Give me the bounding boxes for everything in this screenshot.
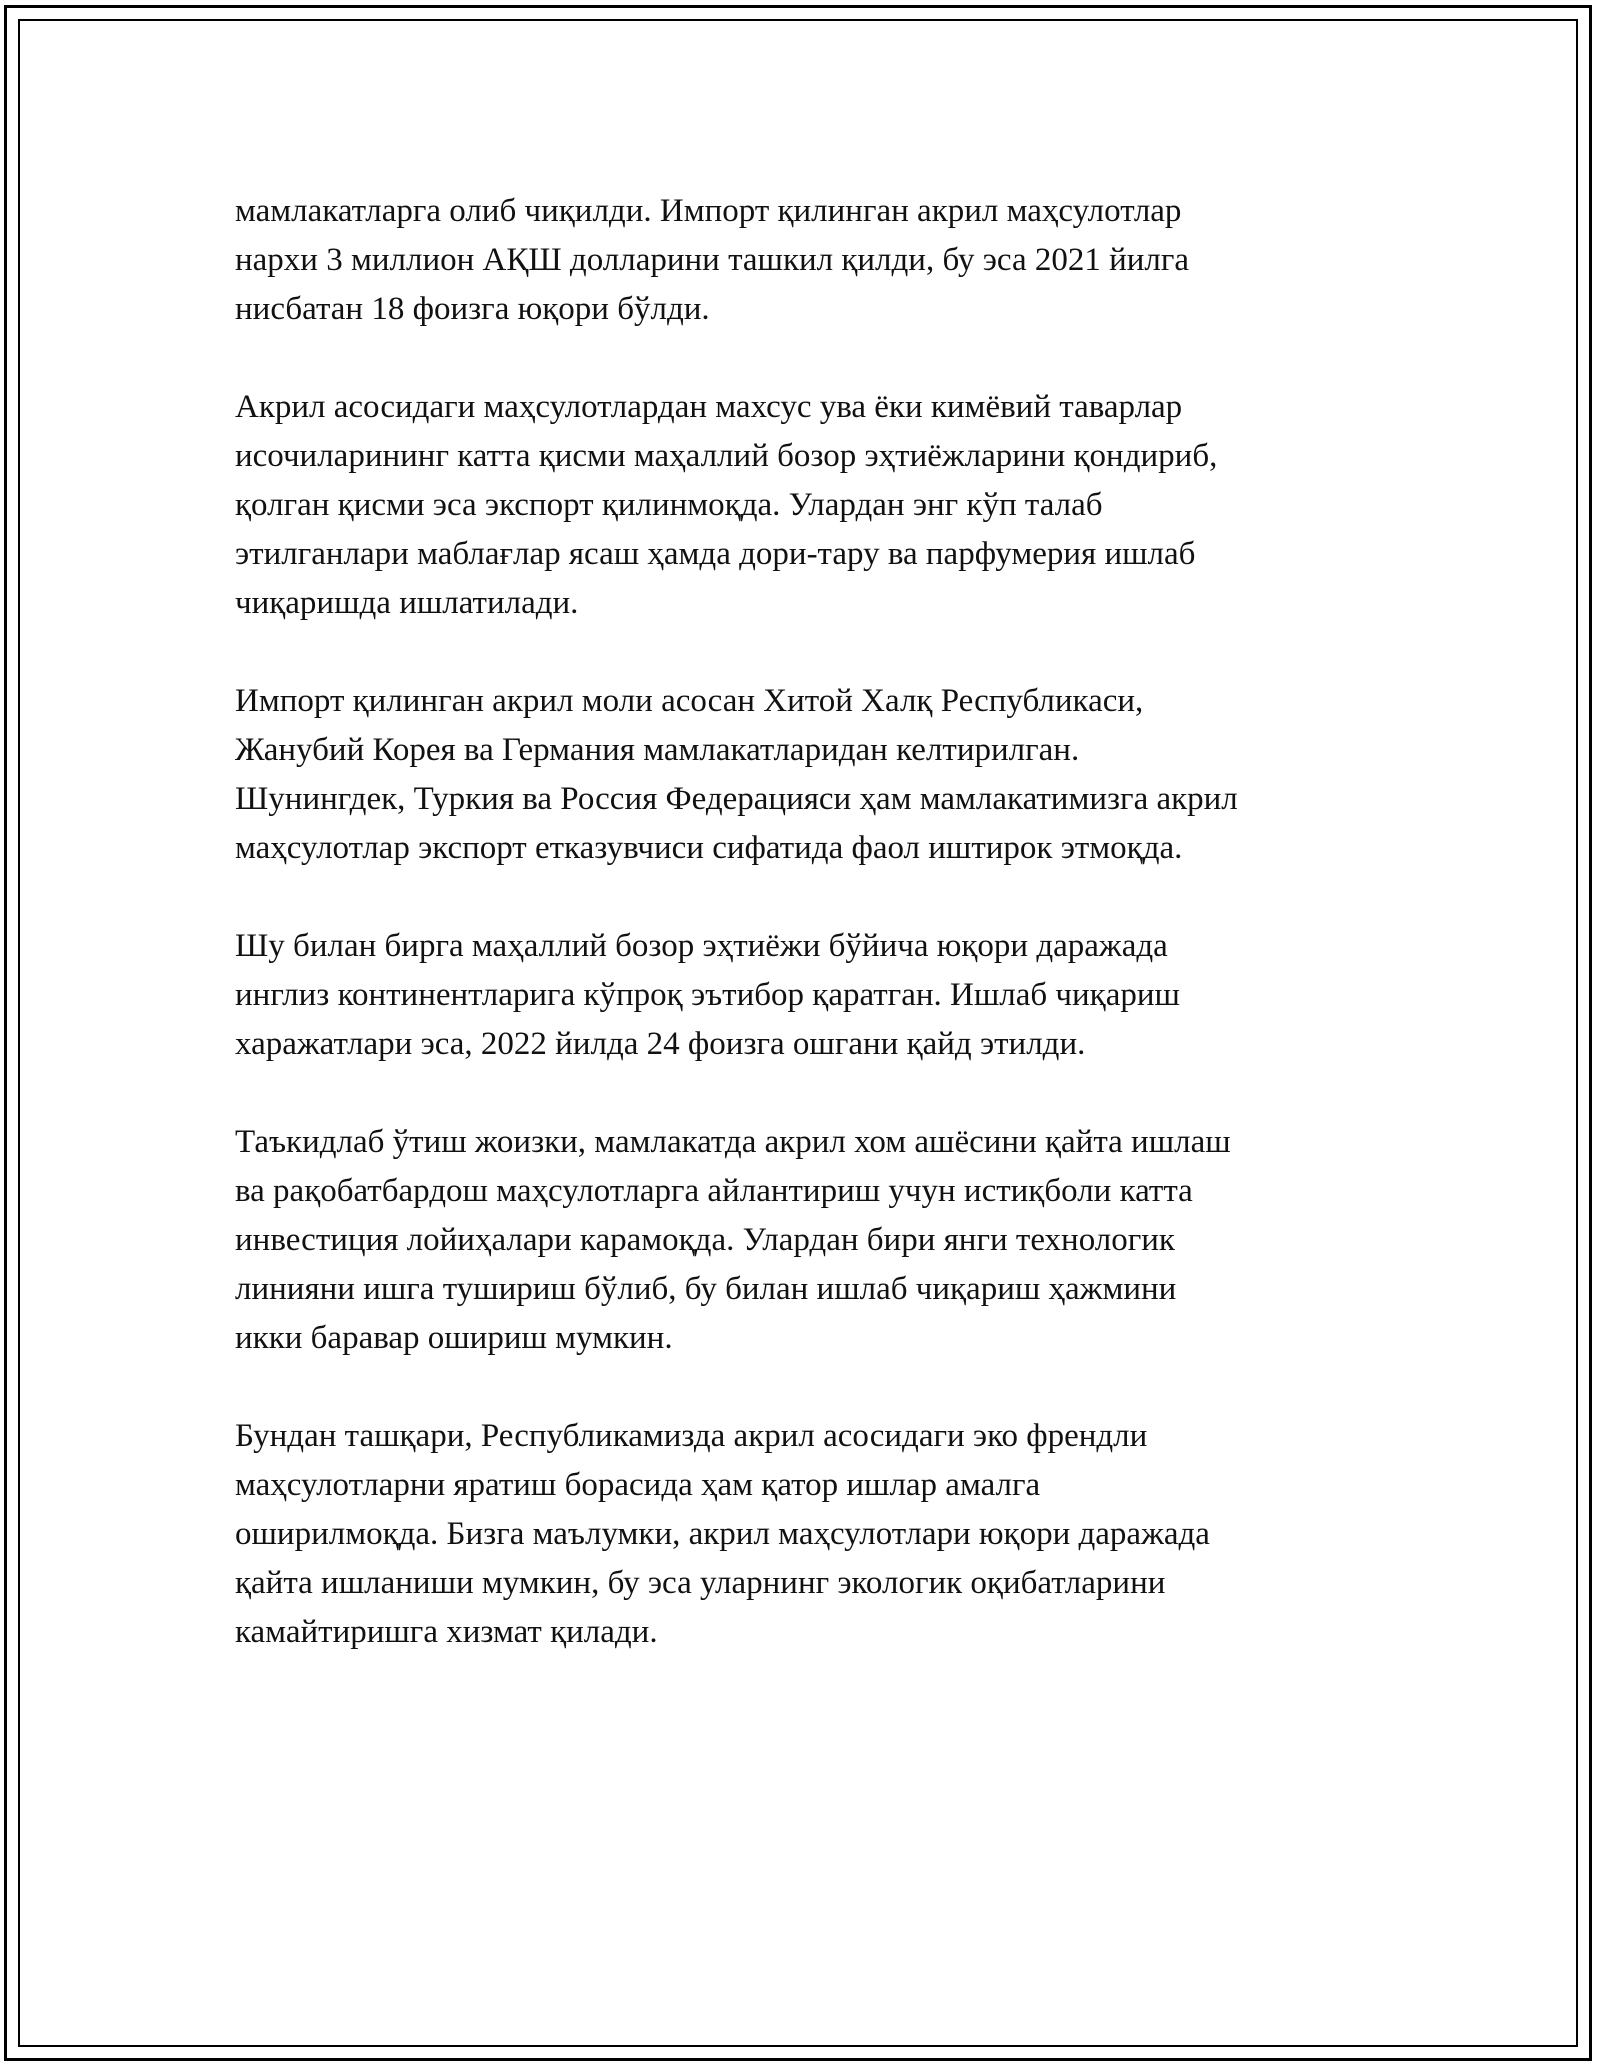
text-line: инглиз континентларига кўпроқ эътибор қаратган. Ишлаб чиқариш xyxy=(235,977,1180,1013)
text-line: инвестиция лойиҳалари карамоқда. Улардан бири янги технологик xyxy=(235,1222,1175,1258)
text-line: Таъкидлаб ўтиш жоизки, мамлакатда акрил хом ашёсини қайта ишлаш xyxy=(235,1124,1231,1160)
text-line: линияни ишга тушириш бўлиб, бу билан ишлаб чиқариш ҳажмини xyxy=(235,1271,1177,1307)
text-line: Акрил асосидаги маҳсулотлардан махсус ува ёки кимёвий таварлар xyxy=(235,389,1183,425)
text-line: Шу билан бирга маҳаллий бозор эҳтиёжи бўйича юқори даражада xyxy=(235,928,1168,964)
text-line: этилганлари маблағлар ясаш ҳамда дори-тару ва парфумерия ишлаб xyxy=(235,536,1196,572)
document-body xyxy=(235,187,1365,1706)
paragraph-5 xyxy=(235,1118,1365,1363)
text-line: Шунингдек, Туркия ва Россия Федерацияси ҳам мамлакатимизга акрил xyxy=(235,781,1238,817)
text-line: Бундан ташқари, Республикамизда акрил асосидаги эко френдли xyxy=(235,1418,1148,1454)
text-line: чиқаришда ишлатилади. xyxy=(235,585,579,621)
text-line: харажатлари эса, 2022 йилда 24 фоизга ошгани қайд этилди. xyxy=(235,1026,1086,1062)
paragraph-2 xyxy=(235,383,1365,628)
paragraph-1 xyxy=(235,187,1365,334)
text-line: қайта ишланиши мумкин, бу эса уларнинг экологик оқибатларини xyxy=(235,1565,1166,1601)
text-line: маҳсулотларни яратиш борасида ҳам қатор ишлар амалга xyxy=(235,1467,1041,1503)
text-line: қолган қисми эса экспорт қилинмоқда. Улардан энг кўп талаб xyxy=(235,487,1103,523)
text-line: ва рақобатбардош маҳсулотларга айлантириш учун истиқболи катта xyxy=(235,1173,1193,1209)
text-line: оширилмоқда. Бизга маълумки, акрил маҳсулотлари юқори даражада xyxy=(235,1516,1210,1552)
text-line: Жанубий Корея ва Германия мамлакатларидан келтирилган. xyxy=(235,732,1080,768)
text-line: исочиларининг катта қисми маҳаллий бозор эҳтиёжларини қондириб, xyxy=(235,438,1218,474)
paragraph-4 xyxy=(235,922,1365,1069)
text-line: мамлакатларга олиб чиқилди. Импорт қилинган акрил маҳсулотлар xyxy=(235,193,1182,229)
paragraph-6 xyxy=(235,1412,1365,1657)
text-line: нархи 3 миллион АҚШ долларини ташкил қилди, бу эса 2021 йилга xyxy=(235,242,1190,278)
text-line: камайтиришга хизмат қилади. xyxy=(235,1614,658,1650)
text-line: Импорт қилинган акрил моли асосан Хитой Халқ Республикаси, xyxy=(235,683,1144,719)
paragraph-3 xyxy=(235,677,1365,873)
text-line: икки баравар ошириш мумкин. xyxy=(235,1320,673,1356)
text-line: нисбатан 18 фоизга юқори бўлди. xyxy=(235,291,710,327)
text-line: маҳсулотлар экспорт етказувчиси сифатида фаол иштирок этмоқда. xyxy=(235,830,1183,866)
